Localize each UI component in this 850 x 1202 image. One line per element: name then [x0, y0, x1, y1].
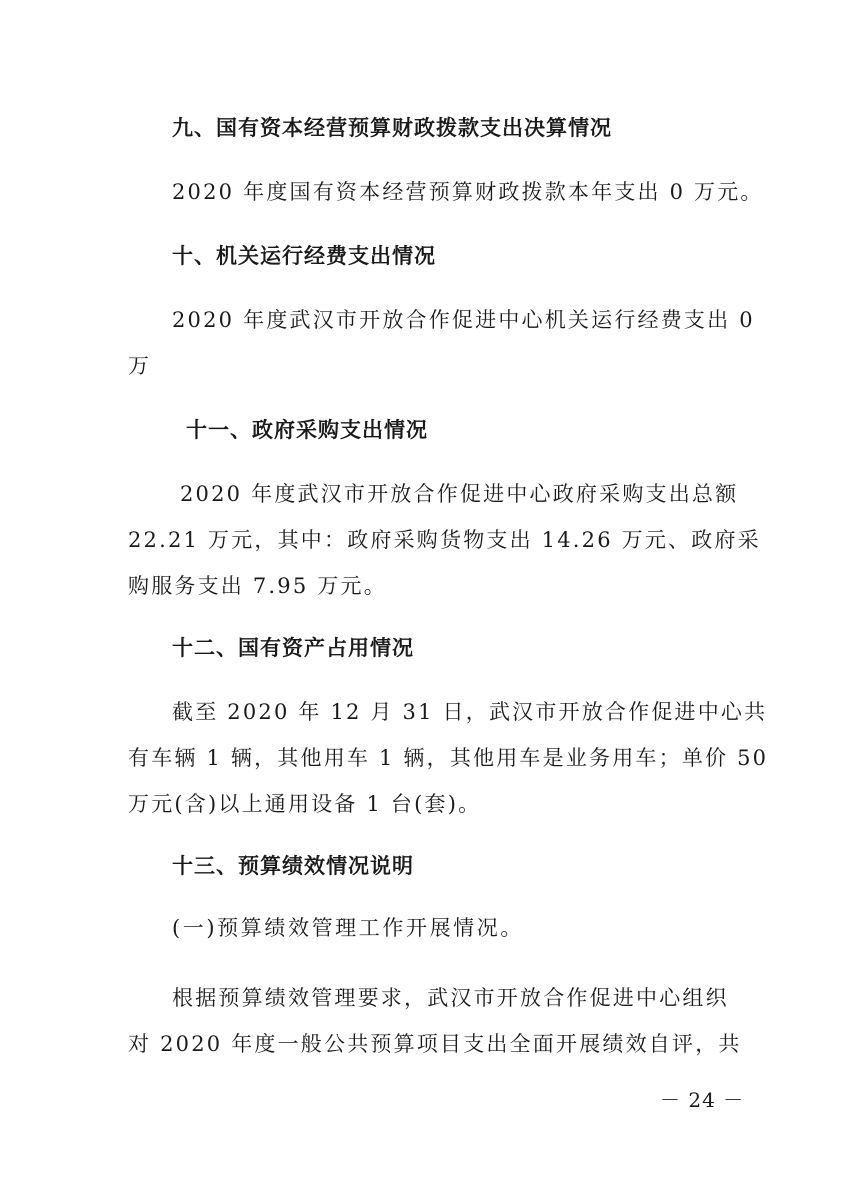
- section-13-line-1: 根据预算绩效管理要求，武汉市开放合作促进中心组织: [172, 986, 729, 1010]
- section-12-line-2: 有车辆 1 辆，其他用车 1 辆，其他用车是业务用车；单价 50: [128, 746, 769, 770]
- section-12-line-3: 万元(含)以上通用设备 1 台(套)。: [128, 792, 482, 816]
- section-10-line-2: 万: [128, 354, 152, 378]
- section-11-line-2: 22.21 万元，其中：政府采购货物支出 14.26 万元、政府采: [128, 528, 761, 552]
- page-number: － 24 －: [660, 1088, 745, 1112]
- section-12-heading: 十二、国有资产占用情况: [172, 636, 414, 660]
- section-10-line-1: 2020 年度武汉市开放合作促进中心机关运行经费支出 0: [172, 308, 755, 332]
- section-13-subheading: (一)预算绩效管理工作开展情况。: [172, 916, 524, 940]
- section-9-line-1: 2020 年度国有资本经营预算财政拨款本年支出 0 万元。: [172, 180, 764, 204]
- section-10-heading: 十、机关运行经费支出情况: [172, 244, 436, 268]
- section-12-line-1: 截至 2020 年 12 月 31 日，武汉市开放合作促进中心共: [172, 700, 768, 724]
- section-11-heading: 十一、政府采购支出情况: [186, 418, 428, 442]
- section-13-heading: 十三、预算绩效情况说明: [172, 854, 414, 878]
- section-9-heading: 九、国有资本经营预算财政拨款支出决算情况: [172, 116, 612, 140]
- section-13-line-2: 对 2020 年度一般公共预算项目支出全面开展绩效自评，共: [128, 1032, 742, 1056]
- section-11-line-1: 2020 年度武汉市开放合作促进中心政府采购支出总额: [180, 482, 739, 506]
- section-11-line-3: 购服务支出 7.95 万元。: [128, 574, 387, 598]
